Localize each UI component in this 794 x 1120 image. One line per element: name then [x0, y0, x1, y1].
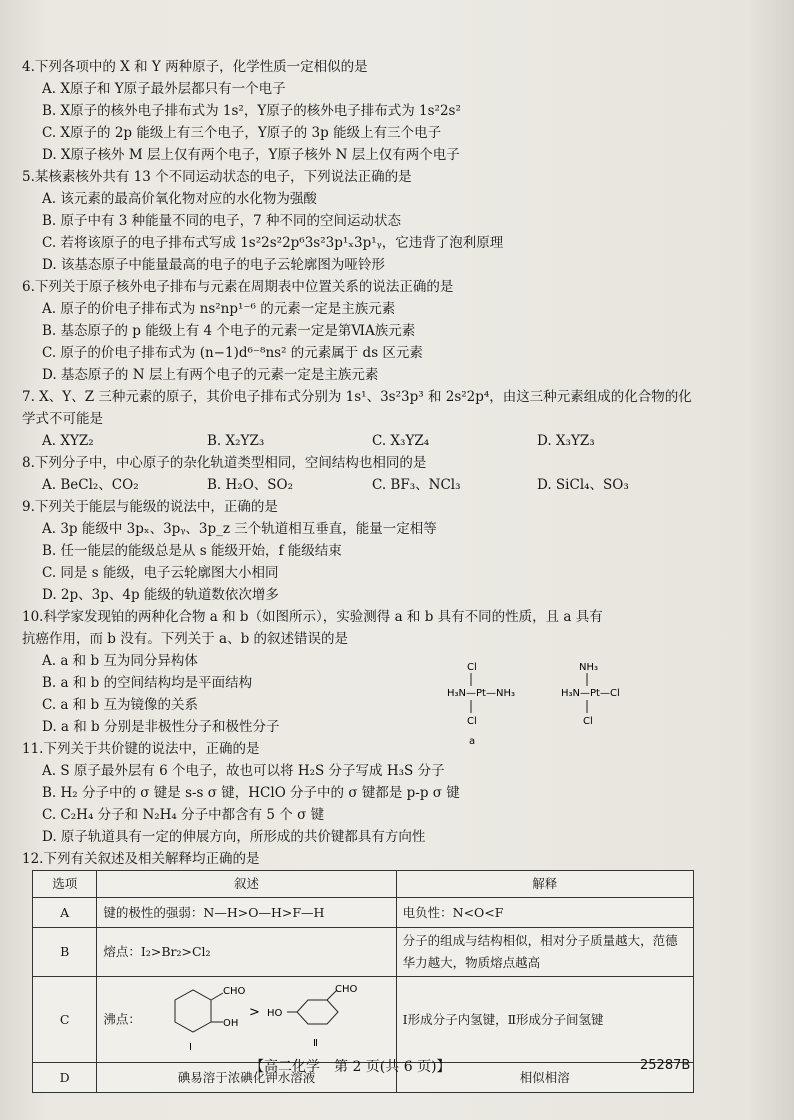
option-a: A. 3p 能级中 3pₓ、3pᵧ、3p_z 三个轨道相互垂直，能量一定相等	[42, 521, 437, 537]
option-a: A. 该元素的最高价氧化物对应的水化物为强酸	[42, 191, 317, 207]
question-stem: 7. X、Y、Z 三种元素的原子，其价电子排布式分别为 1s¹、3s²3p³ 和 2s²2p⁴，由这三种元素组成的化合物的化学式不可能是	[22, 389, 692, 427]
svg-text:H₃N—Pt—NH₃: H₃N—Pt—NH₃	[447, 688, 515, 699]
option-a: A. 原子的价电子排布式为 ns²np¹⁻⁶ 的元素一定是主族元素	[42, 301, 396, 317]
option-c: C. 若将该原子的电子排布式写成 1s²2s²2p⁶3s²3p¹ₓ3p¹ᵧ，它违背了泡利原理	[42, 235, 504, 251]
cell-statement	[97, 977, 396, 1063]
boiling-point-label: 沸点：	[103, 1011, 141, 1026]
option-c: C. 原子的价电子排布式为 (n−1)d⁶⁻⁸ns² 的元素属于 ds 区元素	[42, 345, 423, 361]
question-stem: 9.下列关于能层与能级的说法中，正确的是	[22, 499, 278, 515]
svg-text:H₃N—Pt—Cl: H₃N—Pt—Cl	[561, 688, 620, 699]
option-d: D. SiCl₄、SO₃	[537, 477, 629, 493]
hydroxybenzaldehyde-structures	[145, 982, 375, 1058]
question-stem: 4.下列各项中的 X 和 Y 两种原子，化学性质一定相似的是	[22, 59, 368, 75]
option-b: B. 原子中有 3 种能量不同的电子，7 种不同的空间运动状态	[42, 213, 402, 229]
cell-statement: 碘易溶于浓碘化钾水溶液	[97, 1063, 396, 1093]
option-d: D. 基态原子的 N 层上有两个电子的元素一定是主族元素	[42, 367, 379, 383]
option-c: C. X原子的 2p 能级上有三个电子，Y原子的 3p 能级上有三个电子	[42, 125, 442, 141]
svg-text:HO: HO	[266, 1007, 283, 1019]
option-b: B. 基态原子的 p 能级上有 4 个电子的元素一定是第ⅥA族元素	[42, 323, 416, 339]
option-c: C. a 和 b 互为镜像的关系	[42, 697, 198, 713]
cell-option: C	[33, 977, 97, 1063]
cell-statement: 键的极性的强弱：N—H>O—H>F—H	[97, 898, 396, 928]
option-d: D. a 和 b 分别是非极性分子和极性分子	[42, 719, 280, 735]
header-option: 选项	[33, 871, 97, 898]
option-a: A. BeCl₂、CO₂	[42, 477, 139, 493]
table-header-row	[33, 871, 694, 898]
option-b: B. X原子的核外电子排布式为 1s²，Y原子的核外电子排布式为 1s²2s²	[42, 103, 461, 119]
header-statement: 叙述	[97, 871, 396, 898]
option-d: D. X原子核外 M 层上仅有两个电子，Y原子核外 N 层上仅有两个电子	[42, 147, 460, 163]
svg-text:OH: OH	[222, 1017, 239, 1029]
svg-text:>: >	[248, 1004, 260, 1020]
svg-text:Cl: Cl	[467, 662, 477, 673]
question-11	[22, 738, 702, 848]
platinum-compound-structure	[447, 658, 647, 748]
question-8	[22, 452, 702, 496]
question-10	[22, 606, 702, 747]
question-stem: 10.科学家发现铂的两种化合物 a 和 b（如图所示），实验测得 a 和 b 具有不同的性质，且 a 具有	[22, 609, 603, 625]
cell-option: A	[33, 898, 97, 928]
option-c: C. BF₃、NCl₃	[372, 477, 461, 493]
molecule-i-label: Ⅰ	[188, 1041, 192, 1053]
option-c: C. X₃YZ₄	[372, 433, 430, 449]
option-b: B. 任一能层的能级总是从 s 能级开始，f 能级结束	[42, 543, 342, 559]
cell-reason: 相似相溶	[396, 1063, 693, 1093]
molecule-ii-label: Ⅱ	[312, 1037, 318, 1049]
question-stem: 5.某核素核外共有 13 个不同运动状态的电子，下列说法正确的是	[22, 169, 412, 185]
option-c: C. C₂H₄ 分子和 N₂H₄ 分子中都含有 5 个 σ 键	[42, 807, 325, 823]
option-b: B. a 和 b 的空间结构均是平面结构	[42, 675, 253, 691]
question-content	[22, 56, 702, 1093]
option-b: B. H₂ 分子中的 σ 键是 s-s σ 键，HClO 分子中的 σ 键都是 p-p σ 键	[42, 785, 460, 801]
question-4	[22, 56, 702, 166]
option-c: C. 同是 s 能级，电子云轮廓图大小相同	[42, 565, 279, 581]
svg-text:NH₃: NH₃	[579, 662, 599, 673]
question-stem: 8.下列分子中，中心原子的杂化轨道类型相同，空间结构也相同的是	[22, 455, 427, 471]
header-reason: 解释	[396, 871, 693, 898]
options-row	[22, 474, 702, 496]
option-d: D. X₃YZ₃	[537, 433, 595, 449]
svg-text:CHO: CHO	[334, 983, 358, 995]
question-6	[22, 276, 702, 386]
option-b: B. H₂O、SO₂	[207, 477, 293, 493]
option-d: D. 原子轨道具有一定的伸展方向，所形成的共价键都具有方向性	[42, 829, 426, 845]
question-5	[22, 166, 702, 276]
question-7	[22, 386, 702, 452]
cell-reason: 分子的组成与结构相似，相对分子质量越大，范德华力越大，物质熔点越高	[396, 928, 693, 977]
option-a: A. XYZ₂	[42, 433, 94, 449]
options-row	[22, 430, 702, 452]
question-stem: 11.下列关于共价键的说法中，正确的是	[22, 741, 260, 757]
cell-option: D	[33, 1063, 97, 1093]
option-a: A. a 和 b 互为同分异构体	[42, 653, 198, 669]
question-stem: 6.下列关于原子核外电子排布与元素在周期表中位置关系的说法正确的是	[22, 279, 454, 295]
cell-reason: Ⅰ形成分子内氢键，Ⅱ形成分子间氢键	[396, 977, 693, 1063]
question-stem-cont: 抗癌作用，而 b 没有。下列关于 a、b 的叙述错误的是	[22, 631, 348, 647]
svg-text:Cl: Cl	[467, 716, 477, 727]
exam-code: 25287B	[640, 1058, 691, 1073]
option-d: D. 2p、3p、4p 能级的轨道数依次增多	[42, 587, 279, 603]
question-stem: 12.下列有关叙述及相关解释均正确的是	[22, 851, 260, 867]
cell-reason: 电负性：N<O<F	[396, 898, 693, 928]
label-a: a	[469, 736, 476, 747]
page-footer: 【高二化学 第 2 页(共 6 页)】	[250, 1059, 451, 1075]
table-row	[33, 928, 694, 977]
question-9	[22, 496, 702, 606]
option-a: A. X原子和 Y原子最外层都只有一个电子	[42, 81, 286, 97]
option-b: B. X₂YZ₃	[207, 433, 265, 449]
svg-text:CHO: CHO	[222, 985, 246, 997]
cell-statement: 熔点：I₂>Br₂>Cl₂	[97, 928, 396, 977]
table-row	[33, 977, 694, 1063]
option-d: D. 该基态原子中能量最高的电子的电子云轮廓图为哑铃形	[42, 257, 385, 273]
cell-option: B	[33, 928, 97, 977]
svg-text:Cl: Cl	[583, 716, 593, 727]
table-row	[33, 898, 694, 928]
option-a: A. S 原子最外层有 6 个电子，故也可以将 H₂S 分子写成 H₃S 分子	[42, 763, 445, 779]
